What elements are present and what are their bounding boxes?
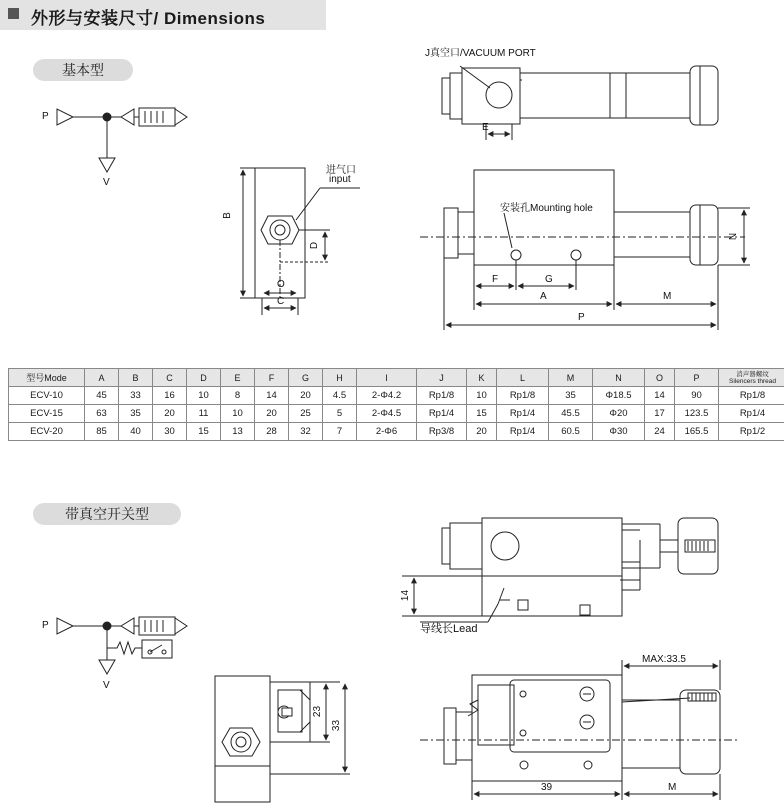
table-cell: Rp1/4 — [719, 405, 784, 423]
table-cell: 63 — [85, 405, 119, 423]
table-cell: 20 — [153, 405, 187, 423]
table-cell: Φ18.5 — [593, 387, 645, 405]
table-header-cell: A — [85, 369, 119, 387]
spec-table — [8, 368, 784, 441]
dim-14: 14 — [400, 589, 412, 602]
table-cell: 165.5 — [675, 423, 719, 441]
table-row — [9, 423, 784, 441]
table-cell: 45 — [85, 387, 119, 405]
table-cell: Rp1/4 — [497, 423, 549, 441]
table-cell: 30 — [153, 423, 187, 441]
symbol-port-p-switch: P — [42, 620, 49, 631]
dim-d: D — [309, 241, 321, 250]
table-cell: 14 — [645, 387, 675, 405]
table-cell: 35 — [119, 405, 153, 423]
dim-39: 39 — [541, 782, 553, 793]
table-cell: 2-Φ4.2 — [357, 387, 417, 405]
table-cell: ECV-15 — [9, 405, 85, 423]
section-label-basic: 基本型 — [33, 59, 133, 81]
table-cell: 45.5 — [549, 405, 593, 423]
table-cell: 13 — [221, 423, 255, 441]
dim-g: G — [545, 274, 553, 285]
table-cell: 5 — [323, 405, 357, 423]
table-cell: 15 — [187, 423, 221, 441]
table-header-cell: O — [645, 369, 675, 387]
table-cell: 4.5 — [323, 387, 357, 405]
table-header-cell: M — [549, 369, 593, 387]
section-label-switch: 带真空开关型 — [33, 503, 181, 525]
pneumatic-symbol-switch — [57, 617, 187, 674]
table-cell: 20 — [255, 405, 289, 423]
table-cell: 14 — [255, 387, 289, 405]
side-view-basic — [420, 170, 750, 330]
dim-o: O — [277, 279, 285, 290]
table-header-cell: K — [467, 369, 497, 387]
table-cell: 11 — [187, 405, 221, 423]
symbol-port-v-switch: V — [103, 680, 110, 691]
table-cell: 15 — [467, 405, 497, 423]
dim-m-switch: M — [668, 782, 677, 793]
table-cell: Rp1/2 — [719, 423, 784, 441]
table-cell: 7 — [323, 423, 357, 441]
symbol-port-v: V — [103, 177, 110, 188]
table-cell: 33 — [119, 387, 153, 405]
table-cell: 17 — [645, 405, 675, 423]
table-header-cell: 型号Mode — [9, 369, 85, 387]
front-view-basic — [240, 168, 360, 315]
table-cell: Φ30 — [593, 423, 645, 441]
table-cell: 8 — [221, 387, 255, 405]
table-cell: Rp1/8 — [719, 387, 784, 405]
table-cell: 24 — [645, 423, 675, 441]
table-cell: Rp1/4 — [497, 405, 549, 423]
dim-n: N — [728, 232, 740, 241]
table-cell: 10 — [187, 387, 221, 405]
table-header-cell: I — [357, 369, 417, 387]
table-cell: Rp1/4 — [417, 405, 467, 423]
table-header-cell: P — [675, 369, 719, 387]
page-title: 外形与安装尺寸/ Dimensions — [31, 9, 266, 28]
table-header-cell: H — [323, 369, 357, 387]
dim-p: P — [578, 312, 585, 323]
table-cell: 85 — [85, 423, 119, 441]
input-label-en: input — [329, 174, 351, 185]
mounting-hole-label: 安装孔Mounting hole — [500, 203, 593, 214]
lead-label: 导线长Lead — [420, 623, 478, 635]
table-cell: ECV-10 — [9, 387, 85, 405]
table-cell: Rp1/8 — [417, 387, 467, 405]
dim-e: E — [482, 122, 489, 133]
table-cell: 2-Φ6 — [357, 423, 417, 441]
dim-f: F — [492, 274, 499, 285]
table-cell: 10 — [221, 405, 255, 423]
table-cell: 10 — [467, 387, 497, 405]
max-label: MAX:33.5 — [642, 654, 686, 665]
table-cell: 16 — [153, 387, 187, 405]
table-cell: ECV-20 — [9, 423, 85, 441]
table-header-cell: C — [153, 369, 187, 387]
table-cell: 20 — [467, 423, 497, 441]
table-header-cell: B — [119, 369, 153, 387]
table-cell: Rp3/8 — [417, 423, 467, 441]
table-cell: 32 — [289, 423, 323, 441]
table-header-cell: L — [497, 369, 549, 387]
table-row — [9, 387, 784, 405]
table-cell: 90 — [675, 387, 719, 405]
silencer-header-en: Silencers thread — [729, 377, 776, 385]
table-header-row — [9, 369, 784, 387]
table-cell: 40 — [119, 423, 153, 441]
silencer-header-cn: 消声器螺纹 — [736, 370, 769, 378]
top-view-basic — [425, 58, 718, 140]
table-header-cell: E — [221, 369, 255, 387]
vacuum-port-label: J真空口/VACUUM PORT — [425, 48, 536, 59]
table-cell: 25 — [289, 405, 323, 423]
table-cell: 35 — [549, 387, 593, 405]
table-header-cell: D — [187, 369, 221, 387]
table-header-cell: F — [255, 369, 289, 387]
dim-c: C — [277, 296, 285, 307]
dim-a: A — [540, 291, 547, 302]
dim-b: B — [221, 212, 233, 219]
table-cell: 123.5 — [675, 405, 719, 423]
table-cell: 2-Φ4.5 — [357, 405, 417, 423]
dim-33: 33 — [331, 719, 343, 732]
dim-m: M — [663, 291, 672, 302]
front-view-switch — [215, 676, 350, 802]
table-header-cell: J — [417, 369, 467, 387]
table-row — [9, 405, 784, 423]
symbol-port-p: P — [42, 111, 49, 122]
pneumatic-symbol-basic — [57, 108, 187, 172]
table-cell: 60.5 — [549, 423, 593, 441]
table-header-cell: N — [593, 369, 645, 387]
table-cell: Φ20 — [593, 405, 645, 423]
table-header-silencer — [719, 369, 784, 387]
table-header-cell: G — [289, 369, 323, 387]
top-view-switch — [402, 518, 718, 622]
input-label-cn: 进气口 — [326, 165, 356, 176]
table-cell: 28 — [255, 423, 289, 441]
table-cell: Rp1/8 — [497, 387, 549, 405]
table-cell: 20 — [289, 387, 323, 405]
dim-23: 23 — [312, 705, 324, 718]
side-view-switch — [420, 660, 740, 800]
